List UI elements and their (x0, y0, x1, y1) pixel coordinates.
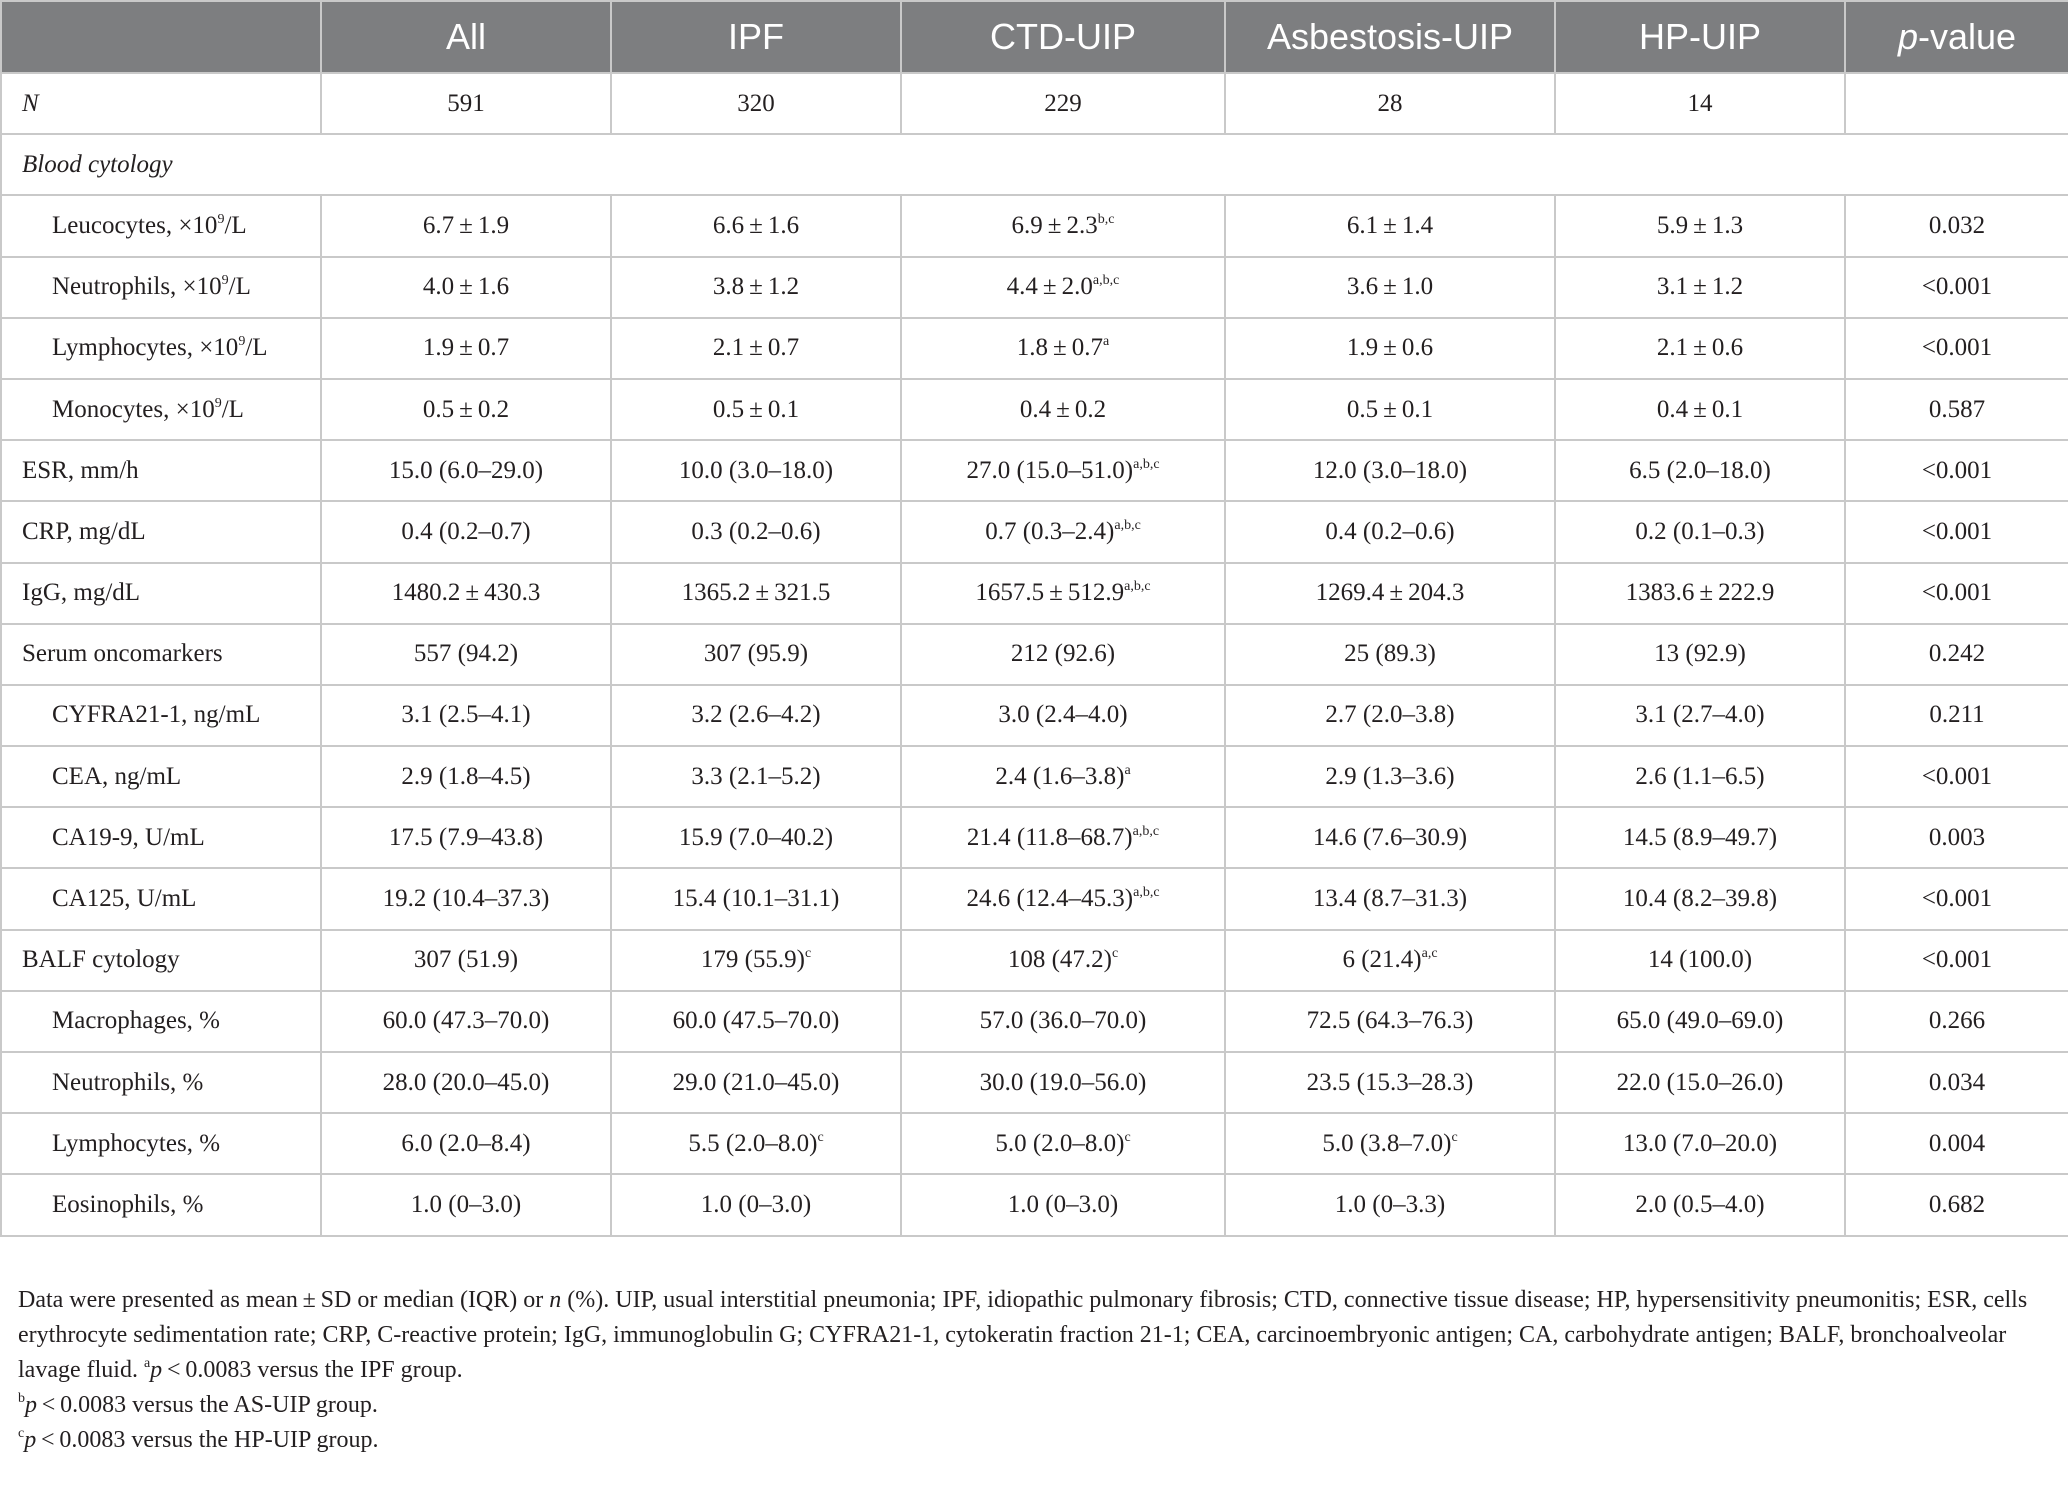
cell-asbestosis-uip: 13.4 (8.7–31.3) (1225, 868, 1555, 929)
cell-asbestosis-uip: 1269.4 ± 204.3 (1225, 563, 1555, 624)
cell-p-value: <0.001 (1845, 501, 2068, 562)
header-asbestosis-uip: Asbestosis-UIP (1225, 1, 1555, 73)
cell-hp-uip: 2.1 ± 0.6 (1555, 318, 1845, 379)
row-label-text: Lymphocytes, ×10 (52, 334, 239, 362)
row-label-text: Monocytes, ×10 (52, 395, 215, 423)
cell-p-value: <0.001 (1845, 563, 2068, 624)
cell-value: 6 (21.4) (1342, 946, 1422, 974)
cell-ctd-uip (901, 807, 1225, 868)
cell-all: 2.9 (1.8–4.5) (321, 746, 611, 807)
table-row (1, 1052, 2068, 1113)
table-row (1, 318, 2068, 379)
cell-all: 0.4 (0.2–0.7) (321, 501, 611, 562)
cell-all: 60.0 (47.3–70.0) (321, 991, 611, 1052)
cell-all: 4.0 ± 1.6 (321, 257, 611, 318)
cell-value: 24.6 (12.4–45.3) (966, 885, 1134, 913)
cell-hp-uip: 10.4 (8.2–39.8) (1555, 868, 1845, 929)
section-row (1, 134, 2068, 195)
cell-p-value: 0.587 (1845, 379, 2068, 440)
footnote-a-text: < 0.0083 versus the IPF group. (162, 1356, 463, 1383)
footnote-b-text: < 0.0083 versus the AS-UIP group. (37, 1391, 378, 1418)
cell-asbestosis-uip: 28 (1225, 73, 1555, 134)
cell-ipf: 10.0 (3.0–18.0) (611, 440, 901, 501)
row-label: Neutrophils, % (1, 1052, 321, 1113)
cell-hp-uip: 5.9 ± 1.3 (1555, 195, 1845, 256)
table-row (1, 746, 2068, 807)
cell-hp-uip: 14 (100.0) (1555, 930, 1845, 991)
cell-hp-uip: 0.4 ± 0.1 (1555, 379, 1845, 440)
cell-hp-uip: 22.0 (15.0–26.0) (1555, 1052, 1845, 1113)
cell-all: 1.0 (0–3.0) (321, 1174, 611, 1235)
cell-all: 6.7 ± 1.9 (321, 195, 611, 256)
table-row (1, 868, 2068, 929)
footnote-sup: a (1124, 762, 1131, 778)
cell-p-value: 0.211 (1845, 685, 2068, 746)
cell-all: 17.5 (7.9–43.8) (321, 807, 611, 868)
cell-ctd-uip (901, 868, 1225, 929)
cell-ipf: 307 (95.9) (611, 624, 901, 685)
footnote-sup: a,b,c (1133, 885, 1160, 901)
footnote-sup: c (1124, 1129, 1131, 1145)
row-label: Macrophages, % (1, 991, 321, 1052)
footnote-sup: a,b,c (1124, 579, 1151, 595)
footnote-sup: a,b,c (1133, 456, 1160, 472)
cell-asbestosis-uip: 0.4 (0.2–0.6) (1225, 501, 1555, 562)
table-row (1, 73, 2068, 134)
cell-p-value: 0.032 (1845, 195, 2068, 256)
cell-ctd-uip (901, 563, 1225, 624)
cell-ctd-uip: 212 (92.6) (901, 624, 1225, 685)
cell-asbestosis-uip: 12.0 (3.0–18.0) (1225, 440, 1555, 501)
header-p-suffix: -value (1917, 16, 2017, 57)
footnote-sup: b,c (1097, 211, 1115, 227)
cell-asbestosis-uip: 6.1 ± 1.4 (1225, 195, 1555, 256)
cell-asbestosis-uip: 2.9 (1.3–3.6) (1225, 746, 1555, 807)
table-row (1, 501, 2068, 562)
row-label: CA125, U/mL (1, 868, 321, 929)
row-label: N (1, 73, 321, 134)
cell-asbestosis-uip: 1.0 (0–3.3) (1225, 1174, 1555, 1235)
unit-sup: 9 (214, 395, 222, 411)
cell-hp-uip: 14.5 (8.9–49.7) (1555, 807, 1845, 868)
table-row (1, 991, 2068, 1052)
table-row (1, 685, 2068, 746)
cell-value: 5.5 (2.0–8.0) (688, 1129, 818, 1157)
footnote-sup: c (1111, 946, 1119, 962)
cell-asbestosis-uip: 23.5 (15.3–28.3) (1225, 1052, 1555, 1113)
cell-value: 5.0 (2.0–8.0) (995, 1129, 1125, 1157)
cell-all: 19.2 (10.4–37.3) (321, 868, 611, 929)
footnote-sup: c (1451, 1129, 1458, 1145)
cell-all: 1480.2 ± 430.3 (321, 563, 611, 624)
cell-p-value: 0.266 (1845, 991, 2068, 1052)
row-label (1, 257, 321, 318)
table-row (1, 563, 2068, 624)
row-label: Serum oncomarkers (1, 624, 321, 685)
cell-asbestosis-uip: 0.5 ± 0.1 (1225, 379, 1555, 440)
cell-ipf: 15.4 (10.1–31.1) (611, 868, 901, 929)
cell-ipf: 1.0 (0–3.0) (611, 1174, 901, 1235)
row-label: CRP, mg/dL (1, 501, 321, 562)
cell-ctd-uip: 57.0 (36.0–70.0) (901, 991, 1225, 1052)
table-row (1, 195, 2068, 256)
row-label: Eosinophils, % (1, 1174, 321, 1235)
table-row (1, 807, 2068, 868)
footnote-sup: a,b,c (1132, 823, 1160, 839)
table-footnotes (0, 1283, 2068, 1458)
note-p-italic: p (25, 1391, 37, 1418)
cell-hp-uip: 13 (92.9) (1555, 624, 1845, 685)
cell-value: 4.4 ± 2.0 (1006, 273, 1093, 301)
cell-ctd-uip: 30.0 (19.0–56.0) (901, 1052, 1225, 1113)
cell-ctd-uip: 229 (901, 73, 1225, 134)
row-label: CYFRA21-1, ng/mL (1, 685, 321, 746)
cell-hp-uip: 3.1 (2.7–4.0) (1555, 685, 1845, 746)
cell-all: 6.0 (2.0–8.4) (321, 1113, 611, 1174)
row-label-text: Neutrophils, ×10 (52, 273, 222, 301)
cell-asbestosis-uip: 14.6 (7.6–30.9) (1225, 807, 1555, 868)
cell-value: 1657.5 ± 512.9 (975, 579, 1125, 607)
cell-asbestosis-uip: 25 (89.3) (1225, 624, 1555, 685)
cell-value: 0.7 (0.3–2.4) (985, 517, 1115, 545)
cell-asbestosis-uip: 1.9 ± 0.6 (1225, 318, 1555, 379)
header-ipf: IPF (611, 1, 901, 73)
unit-tail: /L (245, 334, 268, 362)
footnote-sup: a,b,c (1092, 273, 1120, 289)
footnote-sup: a (1103, 334, 1110, 350)
cell-hp-uip: 65.0 (49.0–69.0) (1555, 991, 1845, 1052)
cell-ipf: 0.3 (0.2–0.6) (611, 501, 901, 562)
row-label-text: Leucocytes, ×10 (52, 211, 218, 239)
cell-p-value: 0.682 (1845, 1174, 2068, 1235)
unit-tail: /L (224, 211, 247, 239)
header-p-value (1845, 1, 2068, 73)
cell-ipf: 1365.2 ± 321.5 (611, 563, 901, 624)
table-row (1, 1113, 2068, 1174)
cell-hp-uip: 6.5 (2.0–18.0) (1555, 440, 1845, 501)
table-row (1, 257, 2068, 318)
cell-p-value (1845, 73, 2068, 134)
cell-all: 28.0 (20.0–45.0) (321, 1052, 611, 1113)
cell-ipf: 3.2 (2.6–4.2) (611, 685, 901, 746)
footnote-b-marker: b (18, 1390, 25, 1406)
cell-hp-uip: 2.6 (1.1–6.5) (1555, 746, 1845, 807)
cell-value: 6.9 ± 2.3 (1011, 211, 1098, 239)
row-label (1, 318, 321, 379)
cell-p-value: <0.001 (1845, 868, 2068, 929)
note-n-italic: n (549, 1286, 562, 1313)
footnote-c-marker: c (18, 1425, 25, 1441)
cell-hp-uip: 14 (1555, 73, 1845, 134)
cell-all: 0.5 ± 0.2 (321, 379, 611, 440)
cell-p-value: 0.004 (1845, 1113, 2068, 1174)
cell-p-value: <0.001 (1845, 318, 2068, 379)
cell-ctd-uip (901, 195, 1225, 256)
cell-p-value: <0.001 (1845, 930, 2068, 991)
cell-asbestosis-uip (1225, 930, 1555, 991)
cell-hp-uip: 13.0 (7.0–20.0) (1555, 1113, 1845, 1174)
cell-value: 2.4 (1.6–3.8) (995, 762, 1125, 790)
cell-ctd-uip (901, 440, 1225, 501)
cell-ipf (611, 930, 901, 991)
cell-value: 108 (47.2) (1007, 946, 1112, 974)
cell-ipf: 3.3 (2.1–5.2) (611, 746, 901, 807)
cell-ipf: 15.9 (7.0–40.2) (611, 807, 901, 868)
cell-ipf: 60.0 (47.5–70.0) (611, 991, 901, 1052)
footnote-c (18, 1423, 2050, 1458)
table-row (1, 624, 2068, 685)
cell-asbestosis-uip: 2.7 (2.0–3.8) (1225, 685, 1555, 746)
cell-value: 5.0 (3.8–7.0) (1322, 1129, 1452, 1157)
row-label (1, 195, 321, 256)
cell-ipf: 0.5 ± 0.1 (611, 379, 901, 440)
header-all: All (321, 1, 611, 73)
cell-p-value: 0.003 (1845, 807, 2068, 868)
note-p-italic: p (150, 1356, 163, 1383)
footnote-c-text: < 0.0083 versus the HP-UIP group. (36, 1426, 379, 1453)
unit-tail: /L (228, 273, 251, 301)
row-label: BALF cytology (1, 930, 321, 991)
unit-sup: 9 (238, 334, 246, 350)
cell-asbestosis-uip (1225, 1113, 1555, 1174)
cell-p-value: <0.001 (1845, 440, 2068, 501)
header-p-italic: p (1897, 16, 1918, 57)
cell-ctd-uip (901, 257, 1225, 318)
cell-ipf: 29.0 (21.0–45.0) (611, 1052, 901, 1113)
header-row (1, 1, 2068, 73)
footnote-a-marker: a (143, 1355, 151, 1371)
footnote-sup: a,b,c (1114, 517, 1141, 533)
cell-all: 557 (94.2) (321, 624, 611, 685)
row-label (1, 379, 321, 440)
table-row (1, 930, 2068, 991)
cell-value: 1.8 ± 0.7 (1016, 334, 1103, 362)
cell-all: 591 (321, 73, 611, 134)
cell-value: 179 (55.9) (700, 946, 805, 974)
table-row (1, 1174, 2068, 1235)
section-blood-cytology: Blood cytology (1, 134, 2068, 195)
cell-p-value: <0.001 (1845, 746, 2068, 807)
cell-ctd-uip: 3.0 (2.4–4.0) (901, 685, 1225, 746)
cell-ipf: 3.8 ± 1.2 (611, 257, 901, 318)
note-text: Data were presented as mean ± SD or median (IQR) or (18, 1286, 550, 1313)
cell-ctd-uip: 1.0 (0–3.0) (901, 1174, 1225, 1235)
cell-value: 27.0 (15.0–51.0) (966, 456, 1134, 484)
unit-tail: /L (221, 395, 244, 423)
footnote-sup: c (817, 1129, 824, 1145)
cell-ipf: 2.1 ± 0.7 (611, 318, 901, 379)
header-blank (1, 1, 321, 73)
cell-asbestosis-uip: 72.5 (64.3–76.3) (1225, 991, 1555, 1052)
table-row (1, 379, 2068, 440)
cell-all: 1.9 ± 0.7 (321, 318, 611, 379)
cell-all: 307 (51.9) (321, 930, 611, 991)
cell-hp-uip: 3.1 ± 1.2 (1555, 257, 1845, 318)
row-label: ESR, mm/h (1, 440, 321, 501)
unit-sup: 9 (217, 211, 225, 227)
cell-ctd-uip (901, 318, 1225, 379)
cell-ipf: 6.6 ± 1.6 (611, 195, 901, 256)
row-label: IgG, mg/dL (1, 563, 321, 624)
cell-hp-uip: 2.0 (0.5–4.0) (1555, 1174, 1845, 1235)
footnote-sup: c (804, 946, 812, 962)
cell-ctd-uip: 0.4 ± 0.2 (901, 379, 1225, 440)
cell-value: 21.4 (11.8–68.7) (966, 823, 1133, 851)
footnote-abbreviations (18, 1283, 2050, 1388)
header-hp-uip: HP-UIP (1555, 1, 1845, 73)
row-label: Lymphocytes, % (1, 1113, 321, 1174)
unit-sup: 9 (221, 273, 229, 289)
cell-ctd-uip (901, 501, 1225, 562)
cell-p-value: 0.242 (1845, 624, 2068, 685)
cell-p-value: 0.034 (1845, 1052, 2068, 1113)
cell-all: 3.1 (2.5–4.1) (321, 685, 611, 746)
cell-ctd-uip (901, 746, 1225, 807)
cell-ipf (611, 1113, 901, 1174)
cell-all: 15.0 (6.0–29.0) (321, 440, 611, 501)
table-row (1, 440, 2068, 501)
note-p-italic: p (24, 1426, 37, 1453)
note-text: (%). UIP, usual interstitial pneumonia; IPF, idiopathic pulmonary fibrosis; CTD, connective tissue disease; HP, hypersensitivity pneumonitis; ESR, cells erythrocyte sedimentation rate; CRP, C-reactive protein; IgG, immunoglobulin G; CYFRA21-1, cytokeratin fraction 21-1; CEA, carcinoembryonic antigen; CA, carbohydrate antigen; BALF, bronchoalveolar lavage fluid. (18, 1286, 2028, 1383)
cell-p-value: <0.001 (1845, 257, 2068, 318)
cell-ctd-uip (901, 930, 1225, 991)
cell-hp-uip: 1383.6 ± 222.9 (1555, 563, 1845, 624)
cell-ctd-uip (901, 1113, 1225, 1174)
row-label: CEA, ng/mL (1, 746, 321, 807)
header-ctd-uip: CTD-UIP (901, 1, 1225, 73)
row-label: CA19-9, U/mL (1, 807, 321, 868)
footnote-sup: a,c (1421, 946, 1438, 962)
cell-asbestosis-uip: 3.6 ± 1.0 (1225, 257, 1555, 318)
footnote-b (18, 1388, 2050, 1423)
cell-ipf: 320 (611, 73, 901, 134)
cell-hp-uip: 0.2 (0.1–0.3) (1555, 501, 1845, 562)
